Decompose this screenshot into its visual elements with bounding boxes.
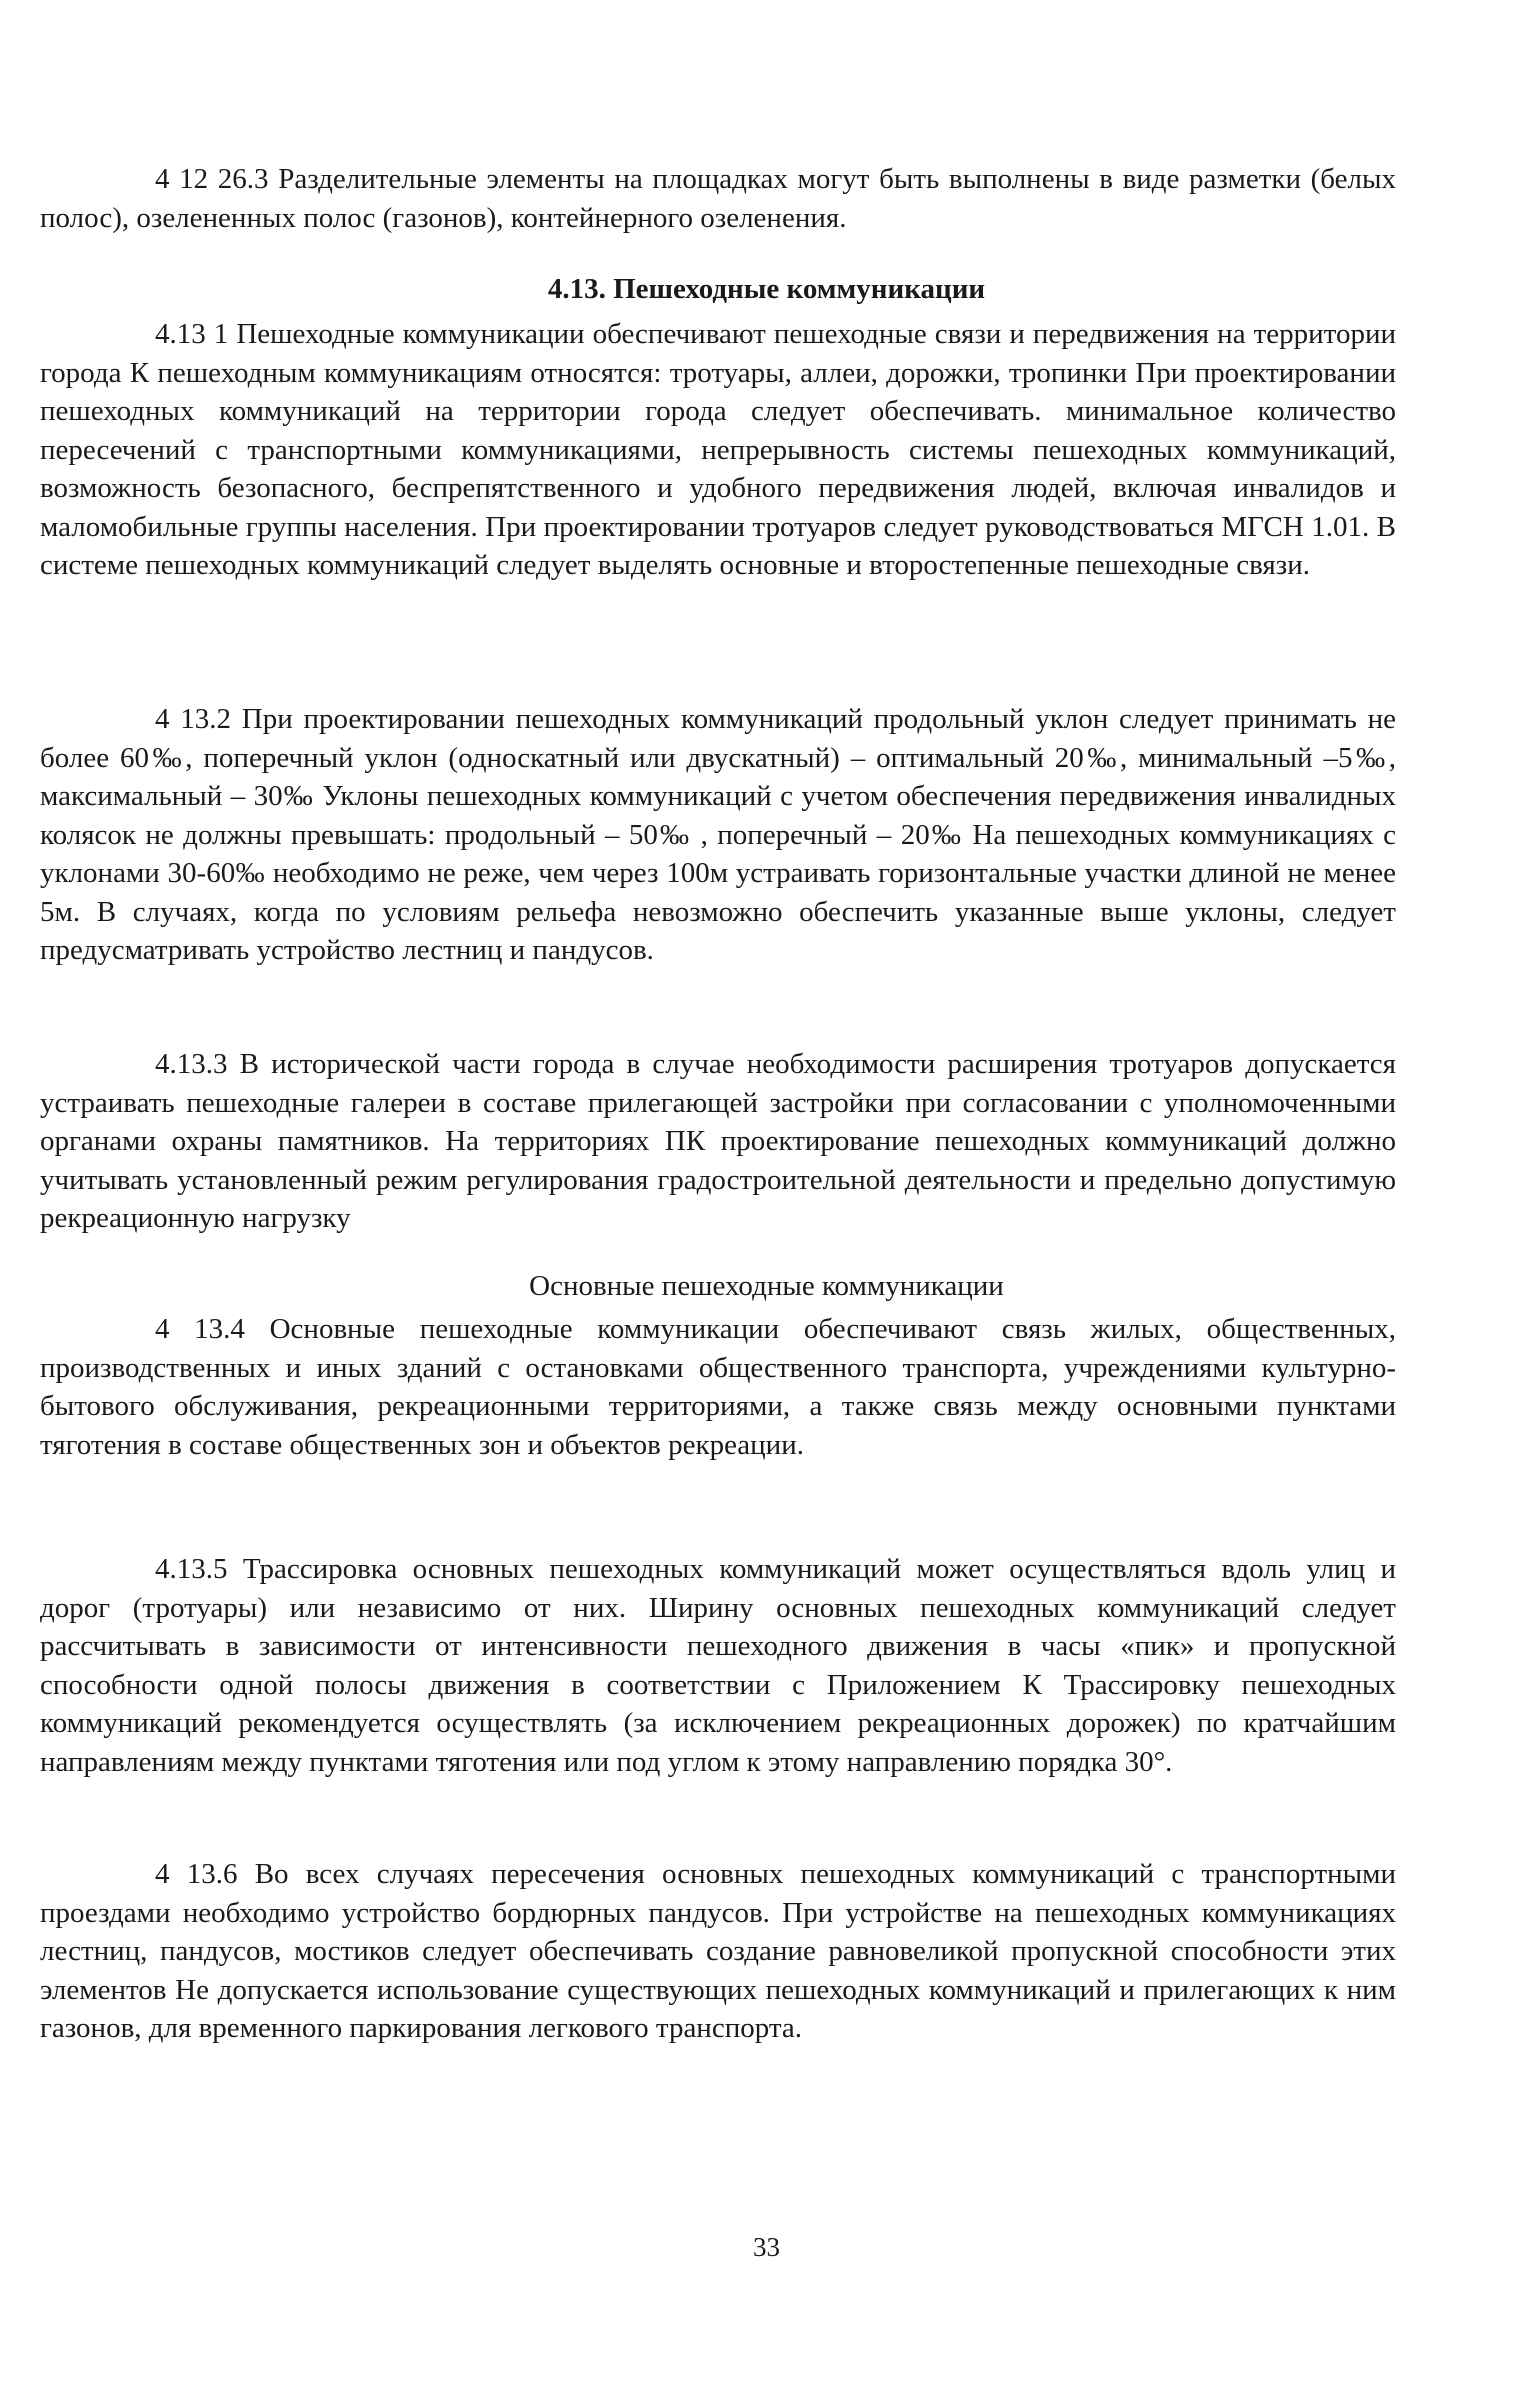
paragraph-4-13-4: 4 13.4 Основные пешеходные коммуникации обеспечивают связь жилых, общественных, производственных и иных зданий с остановками общественного транспорта, учреждениями культурно-бытового обслуживания, рекреационными территориями, а также связь между основными пунктами тяготения в составе общественных зон и объектов рекреации. bbox=[40, 1313, 1396, 1461]
paragraph-4-13-2: 4 13.2 При проектировании пешеходных коммуникаций продольный уклон следует принимать не более 60‰, поперечный уклон (односкатный или двускатный) – оптимальный 20‰, минимальный –5‰, максимальный – 30‰ Уклоны пешеходных коммуникаций с учетом обеспечения передвижения инвалидных колясок не должны превышать: продольный – 50‰ , поперечный – 20‰ На пешеходных коммуникациях с уклонами 30-60‰ необходимо не реже, чем через 100м устраивать горизонтальные участки длиной не менее 5м. В случаях, когда по условиям рельефа невозможно обеспечить указанные выше уклоны, следует предусматривать устройство лестниц и пандусов. bbox=[40, 703, 1396, 966]
paragraph-4-13-3: 4.13.3 В исторической части города в случае необходимости расширения тротуаров допускается устраивать пешеходные галереи в составе прилегающей застройки при согласовании с уполномоченными органами охраны памятников. На территориях ПК проектирование пешеходных коммуникаций должно учитывать установленный режим регулирования градостроительной деятельности и предельно допустимую рекреационную нагрузку bbox=[40, 1048, 1396, 1234]
paragraph-4-13-1: 4.13 1 Пешеходные коммуникации обеспечивают пешеходные связи и передвижения на территории города К пешеходным коммуникациям относятся: тротуары, аллеи, дорожки, тропинки При проектировании пешеходных коммуникаций на территории города следует обеспечивать. минимальное количество пересечений с транспортными коммуникациями, непрерывность системы пешеходных коммуникаций, возможность безопасного, беспрепятственного и удобного передвижения людей, включая инвалидов и маломобильные группы населения. При проектировании тротуаров следует руководствоваться МГСН 1.01. В системе пешеходных коммуникаций следует выделять основные и второстепенные пешеходные связи. bbox=[40, 318, 1396, 581]
page-number: 33 bbox=[753, 2232, 780, 2262]
section-heading-4-13: 4.13. Пешеходные коммуникации bbox=[547, 273, 986, 305]
paragraph-4-13-6: 4 13.6 Во всех случаях пересечения основных пешеходных коммуникаций с транспортными проездами необходимо устройство бордюрных пандусов. При устройстве на пешеходных коммуникациях лестниц, пандусов, мостиков следует обеспечивать создание равновеликой пропускной способности этих элементов Не допускается использование существующих пешеходных коммуникаций и прилегающих к ним газонов, для временного паркирования легкового транспорта. bbox=[40, 1858, 1396, 2044]
paragraph-4-12-26-3: 4 12 26.3 Разделительные элементы на площадках могут быть выполнены в виде разметки (белых полос), озелененных полос (газонов), контейнерного озеленения. bbox=[40, 163, 1396, 234]
subheading-main-pedestrian-communications: Основные пешеходные коммуникации bbox=[529, 1270, 1004, 1302]
paragraph-4-13-5: 4.13.5 Трассировка основных пешеходных коммуникаций может осуществляться вдоль улиц и дорог (тротуары) или независимо от них. Ширину основных пешеходных коммуникаций следует рассчитывать в зависимости от интенсивности пешеходного движения в часы «пик» и пропускной способности одной полосы движения в соответствии с Приложением К Трассировку пешеходных коммуникаций рекомендуется осуществлять (за исключением рекреационных дорожек) по кратчайшим направлениям между пунктами тяготения или под углом к этому направлению порядка 30°. bbox=[40, 1553, 1396, 1778]
